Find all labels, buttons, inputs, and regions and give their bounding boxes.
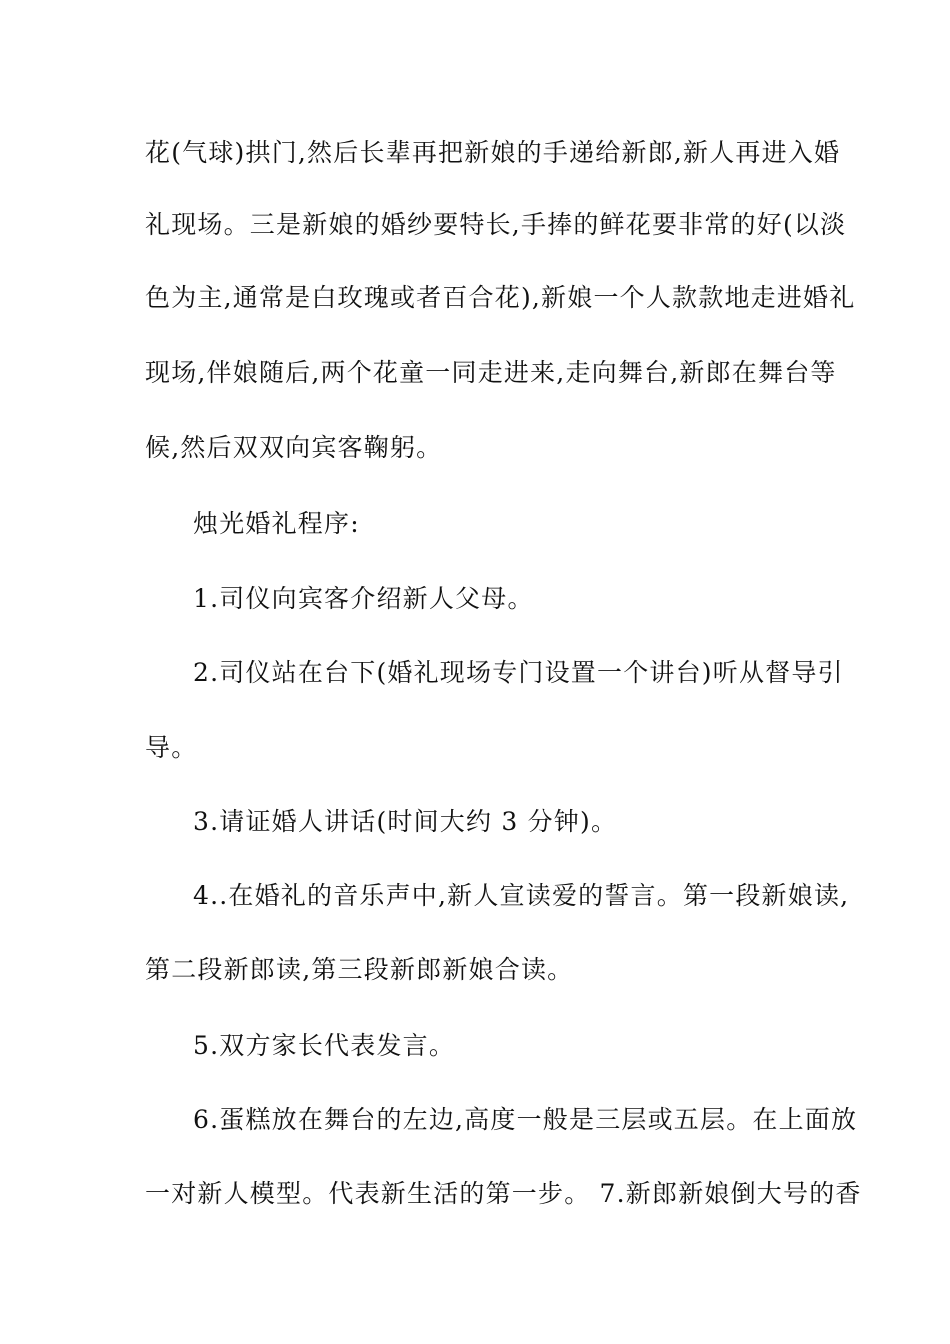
paragraph-procession-line-3: 色为主,通常是白玫瑰或者百合花),新娘一个人款款地走进婚礼 bbox=[145, 283, 856, 312]
step-2-line-1: 2.司仪站在台下(婚礼现场专门设置一个讲台)听从督导引 bbox=[193, 658, 844, 687]
step-4-line-1: 4..在婚礼的音乐声中,新人宣读爱的誓言。第一段新娘读, bbox=[193, 881, 850, 910]
step-5-line-1: 5.双方家长代表发言。 bbox=[193, 1031, 456, 1060]
paragraph-procession-line-2: 礼现场。三是新娘的婚纱要特长,手捧的鲜花要非常的好(以淡 bbox=[145, 210, 847, 239]
paragraph-procession-line-4: 现场,伴娘随后,两个花童一同走进来,走向舞台,新郎在舞台等 bbox=[145, 358, 837, 387]
step-2-line-2: 导。 bbox=[145, 733, 198, 762]
step-6-line-1: 6.蛋糕放在舞台的左边,高度一般是三层或五层。在上面放 bbox=[193, 1105, 858, 1134]
section-heading: 烛光婚礼程序: bbox=[193, 509, 360, 538]
step-4-line-2: 第二段新郎读,第三段新郎新娘合读。 bbox=[145, 955, 574, 984]
step-3-line-1: 3.请证婚人讲话(时间大约 3 分钟)。 bbox=[193, 807, 618, 836]
paragraph-procession-line-1: 花(气球)拱门,然后长辈再把新娘的手递给新郎,新人再进入婚 bbox=[145, 138, 841, 167]
step-1-line-1: 1.司仪向宾客介绍新人父母。 bbox=[193, 584, 534, 613]
paragraph-procession-line-5: 候,然后双双向宾客鞠躬。 bbox=[145, 433, 443, 462]
step-6-line-2: 一对新人模型。代表新生活的第一步。 7.新郎新娘倒大号的香 bbox=[145, 1179, 862, 1208]
